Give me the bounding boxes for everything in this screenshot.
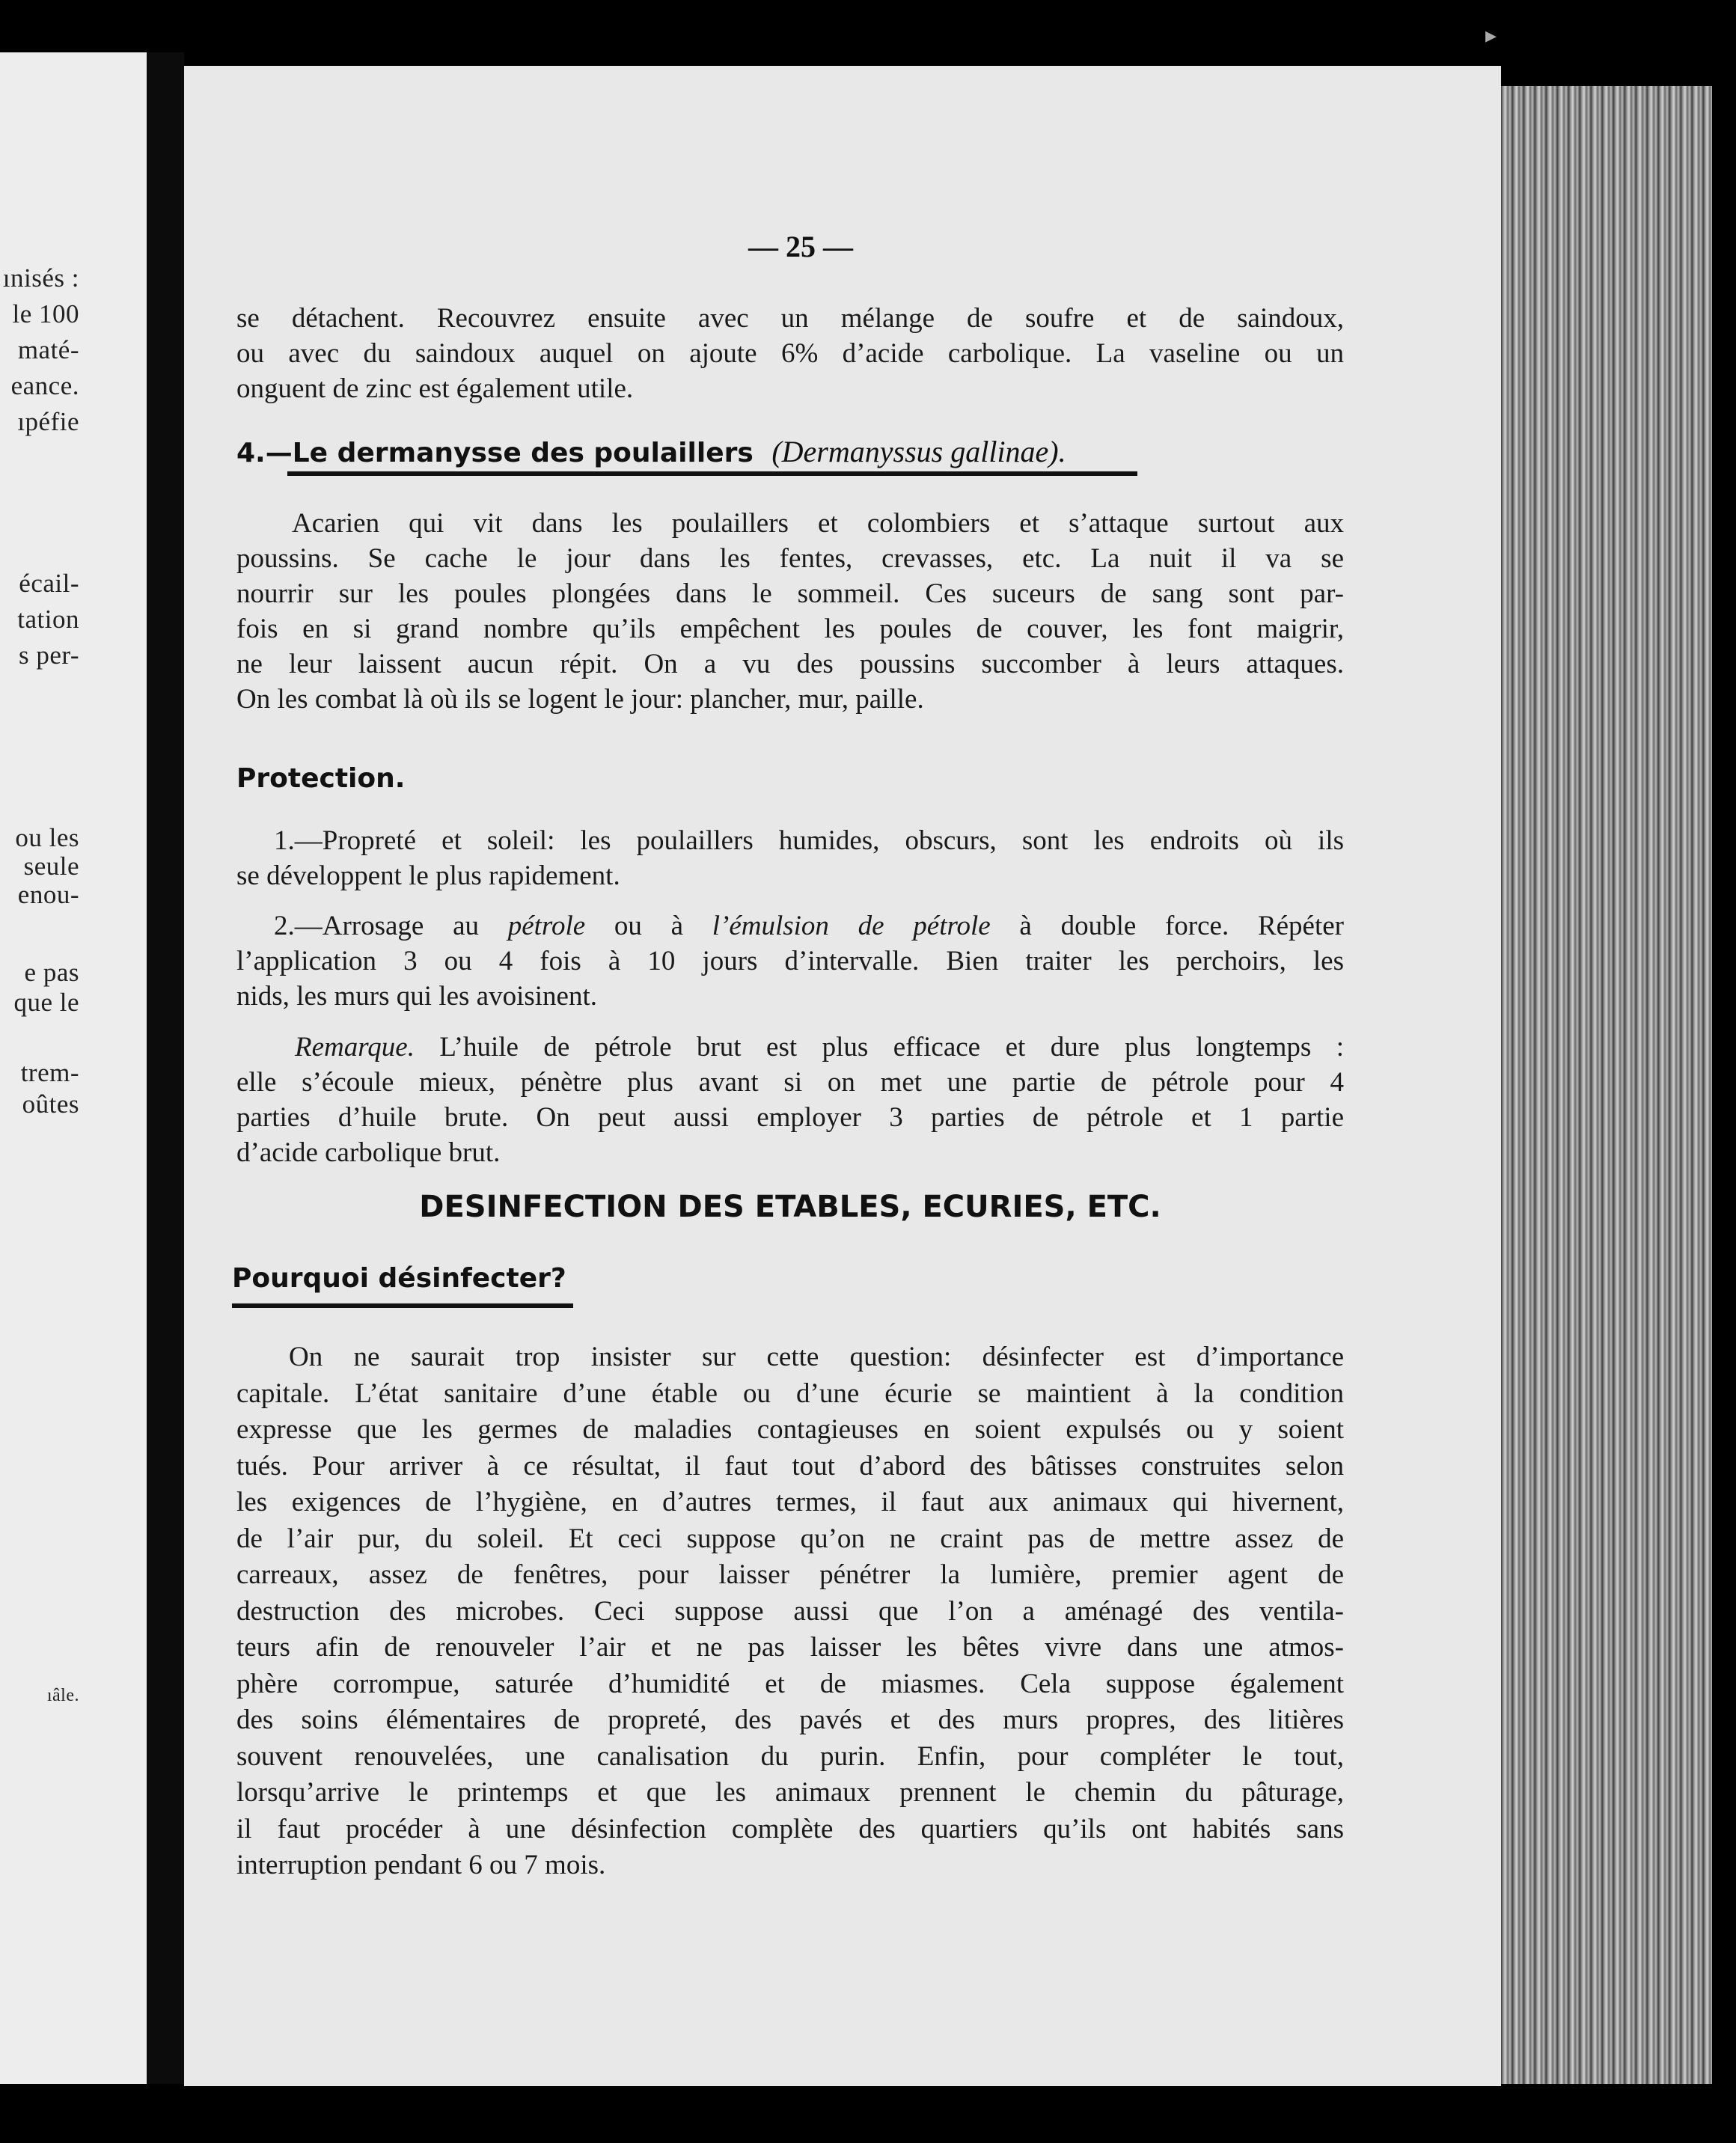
section-number: 4.— [236,438,293,468]
text-line: 1.—Propreté et soleil: les poulaillers humides, obscurs, sont les endroits où ils [274,825,1344,856]
left-page-fragment: que le [13,988,79,1017]
text-line: onguent de zinc est également utile. [236,373,634,404]
text-line: fois en si grand nombre qu’ils empêchent les poules de couver, les font maigrir, [236,614,1344,644]
left-page-fragment: seule [23,852,79,881]
text-line: elle s’écoule mieux, pénètre plus avant si on met une partie de pétrole pour 4 [236,1067,1344,1098]
text-line: l’application 3 ou 4 fois à 10 jours d’intervalle. Bien traiter les perchoirs, les [236,946,1344,976]
left-page-fragment: eance. [10,371,79,400]
text-line: interruption pendant 6 ou 7 mois. [236,1850,606,1880]
text-line: d’acide carbolique brut. [236,1137,501,1168]
subsection-heading: Pourquoi désinfecter? [232,1263,566,1294]
protection-item-1 [236,823,1344,893]
text-line: tués. Pour arriver à ce résultat, il faut tout d’abord des bâtisses construites selon [236,1450,1344,1482]
left-page-fragment: s per- [18,641,79,670]
left-page-fragment: écail- [19,569,79,598]
protection-item-2 [236,908,1344,1014]
text-line: On ne saurait trop insister sur cette question: désinfecter est d’importance [289,1342,1344,1372]
section4-paragraph [236,506,1344,717]
remarque-paragraph [236,1030,1344,1170]
corner-mark: ▸ [1485,23,1497,48]
left-page-fragment: trem- [20,1058,79,1087]
text-line: Acarien qui vit dans les poulaillers et colombiers et s’attaque surtout aux [292,508,1344,539]
left-page-fragment: le 100 [12,299,79,328]
left-page-fragment: oûtes [22,1089,79,1119]
text-line: souvent renouvelées, une canalisation du purin. Enfin, pour compléter le tout, [236,1740,1344,1772]
left-page-fragment: ou les [15,823,79,852]
text-line: des soins élémentaires de propreté, des pavés et des murs propres, des litières [236,1705,1344,1735]
text-line: On les combat là où ils se logent le jour: plancher, mur, paille. [236,684,924,715]
text-line: destruction des microbes. Ceci suppose aussi que l’on a aménagé des ventila- [236,1595,1344,1627]
section-underline [287,471,1137,476]
left-page-fragment: ıpéfie [17,407,79,436]
page-number: — 25 — [748,230,853,263]
text-line: se détachent. Recouvrez ensuite avec un mélange de soufre et de saindoux, [236,303,1344,334]
left-page-fragment: ınisés : [2,263,79,293]
text-line: poussins. Se cache le jour dans les fentes, crevasses, etc. La nuit il va se [236,543,1344,574]
text-line: se développent le plus rapidement. [236,860,620,891]
text-line: de l’air pur, du soleil. Et ceci suppose qu’on ne craint pas de mettre assez de [236,1523,1344,1554]
left-page-fragment: e pas [24,958,79,987]
text-line: capitale. L’état sanitaire d’une étable ou d’une écurie se maintient à la condition [236,1378,1344,1409]
left-page-fragment: tation [17,605,79,634]
text-line: Remarque. L’huile de pétrole brut est plus efficace et dure plus longtemps : [295,1032,1344,1063]
text-line: expresse que les germes de maladies contagieuses en soient expulsés ou y soient [236,1414,1344,1445]
text-line: ou avec du saindoux auquel on ajoute 6% d’acide carbolique. La vaseline ou un [236,338,1344,369]
text-line: 2.—Arrosage au pétrole ou à l’émulsion de pétrole à double force. Répéter [274,911,1344,941]
text-line: phère corrompue, saturée d’humidité et de miasmes. Cela suppose également [236,1668,1344,1699]
subsection-underline [232,1303,573,1308]
section-heading [236,434,1066,469]
text-line: il faut procéder à une désinfection complète des quartiers qu’ils ont habités sans [236,1813,1344,1844]
text-line: nourrir sur les poules plongées dans le sommeil. Ces suceurs de sang sont par- [236,578,1344,609]
left-page-fragment: maté- [17,335,79,364]
text-line: les exigences de l’hygiène, en d’autres termes, il faut aux animaux qui hivernent, [236,1487,1344,1517]
chapter-title: DESINFECTION DES ETABLES, ECURIES, ETC. [419,1190,1161,1224]
text-line: nids, les murs qui les avoisinent. [236,981,597,1012]
desinfection-paragraph [236,1339,1344,1884]
text-line: parties d’huile brute. On peut aussi employer 3 parties de pétrole et 1 partie [236,1102,1344,1133]
text-line: teurs afin de renouveler l’air et ne pas laisser les bêtes vivre dans une atmos- [236,1632,1344,1663]
left-page-fragment: ıâle. [46,1686,79,1705]
section-latin-name: (Dermanyssus gallinae). [771,435,1066,468]
text-line: carreaux, assez de fenêtres, pour laisser pénétrer la lumière, premier agent de [236,1559,1344,1590]
page-block-edges [1501,86,1712,2084]
text-line: lorsqu’arrive le printemps et que les animaux prennent le chemin du pâturage, [236,1777,1344,1808]
left-page-fragment: enou- [17,880,79,909]
previous-page-edge [0,52,147,2084]
book-gutter [147,52,184,2084]
intro-paragraph [236,301,1344,406]
section-title: Le dermanysse des poulaillers [292,438,754,468]
protection-heading: Protection. [236,763,406,794]
text-line: ne leur laissent aucun répit. On a vu des poussins succomber à leurs attaques. [236,649,1344,679]
